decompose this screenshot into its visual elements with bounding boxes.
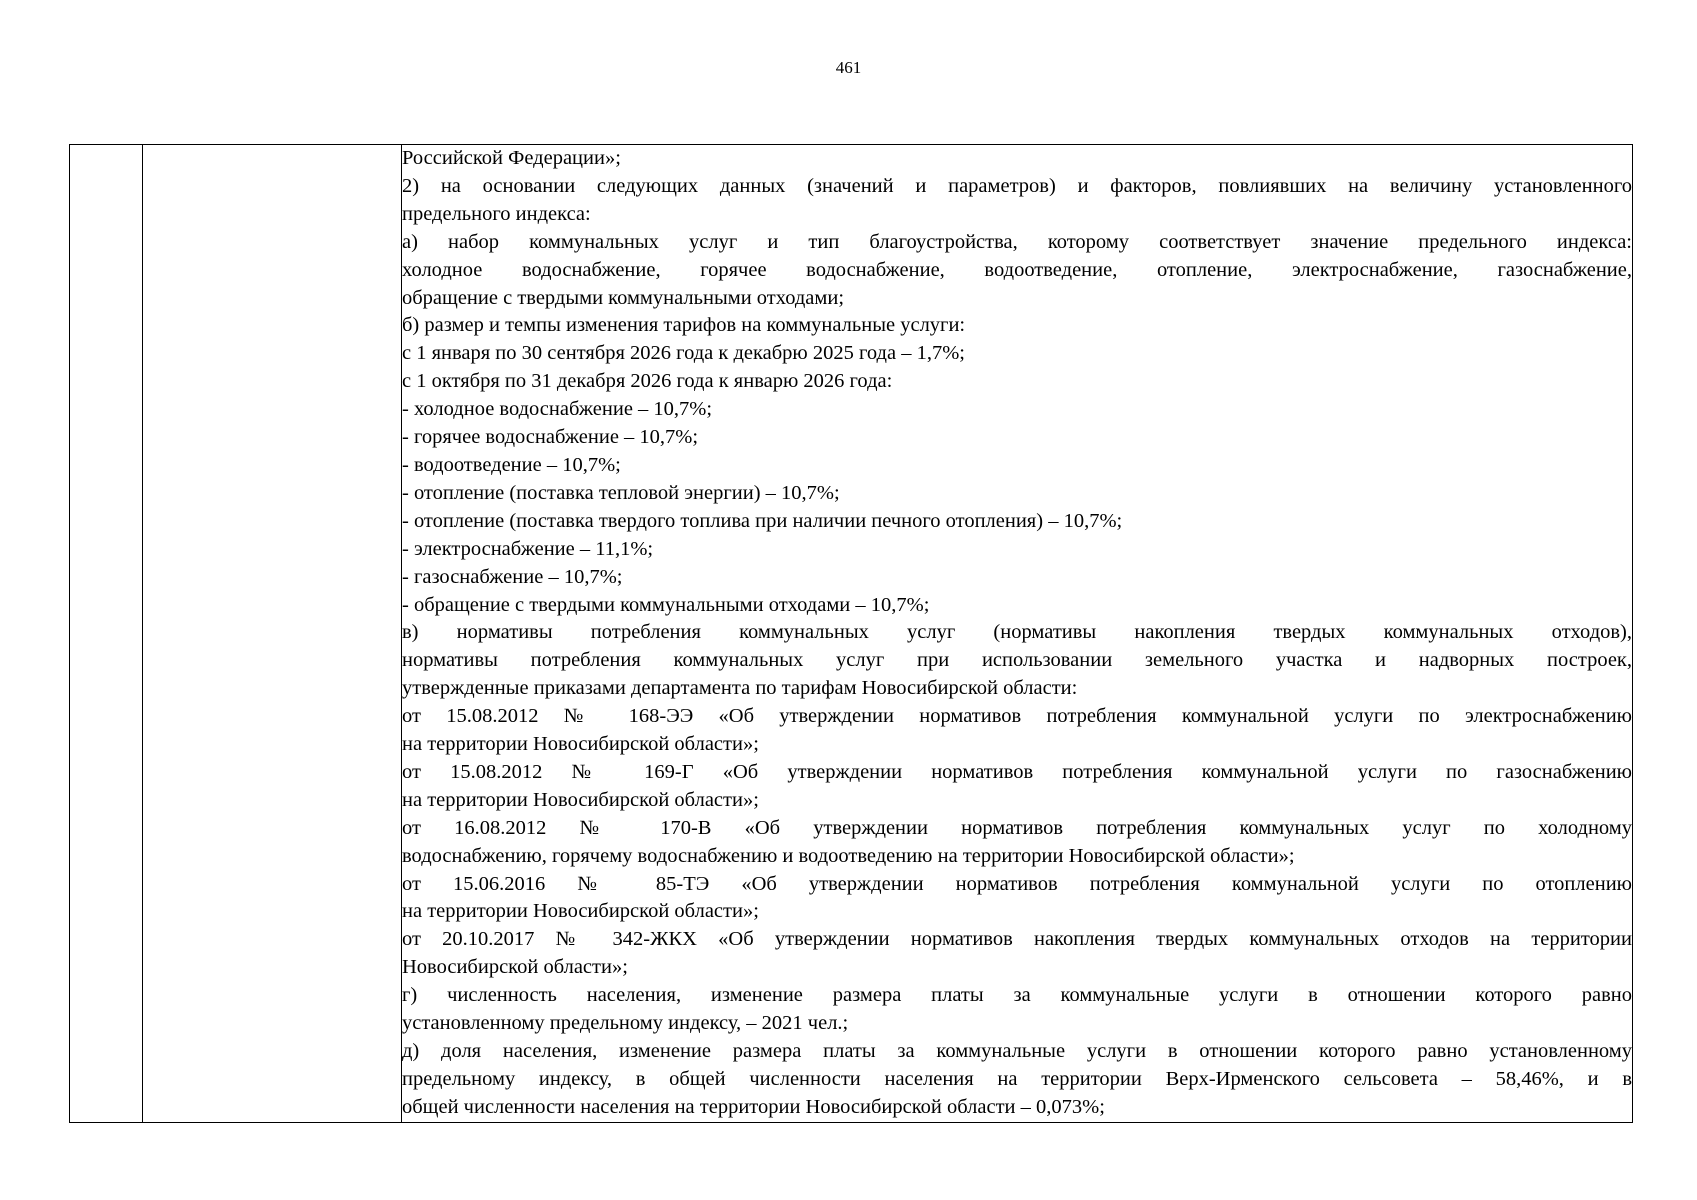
text-line: от 15.08.2012 № 168-ЭЭ «Об утверждении нормативов потребления коммунальной услуги по электроснабжению	[402, 705, 1632, 728]
text-line: холодное водоснабжение, горячее водоснабжение, водоотведение, отопление, электроснабжение, газоснабжение,	[402, 258, 1632, 281]
content-text	[402, 145, 1632, 1122]
table-cell-empty-second	[143, 145, 402, 1123]
text-line: на территории Новосибирской области»;	[402, 900, 759, 923]
text-line: д) доля населения, изменение размера платы за коммунальные услуги в отношении которого равно установленному	[402, 1040, 1632, 1062]
text-line: Российской Федерации»;	[402, 147, 621, 169]
document-table	[69, 144, 1633, 1123]
text-line: от 16.08.2012 № 170-В «Об утверждении нормативов потребления коммунальных услуг по холодному	[402, 816, 1632, 839]
text-line: предельного индекса:	[402, 202, 591, 225]
text-line: утвержденные приказами департамента по тарифам Новосибирской области:	[402, 677, 1078, 700]
text-line: б) размер и темпы изменения тарифов на коммунальные услуги:	[402, 314, 966, 337]
text-line: - газоснабжение – 10,7%;	[402, 565, 623, 588]
text-line: от 15.08.2012 № 169-Г «Об утверждении нормативов потребления коммунальной услуги по газоснабжению	[402, 760, 1632, 783]
text-line: предельному индексу, в общей численности населения на территории Верх-Ирменского сельсовета – 58,46%, и в	[402, 1067, 1632, 1090]
text-line: 2) на основании следующих данных (значений и параметров) и факторов, повлиявших на величину установленного	[402, 174, 1632, 197]
text-line: обращение с твердыми коммунальными отходами;	[402, 286, 845, 309]
table-cell-content	[402, 145, 1633, 1123]
text-line: водоснабжению, горячему водоснабжению и водоотведению на территории Новосибирской области»;	[402, 844, 1295, 867]
text-line: с 1 октября по 31 декабря 2026 года к январю 2026 года:	[402, 370, 893, 393]
table-row	[70, 145, 1633, 1123]
text-line: от 20.10.2017 № 342-ЖКХ «Об утверждении нормативов накопления твердых коммунальных отходов на территории	[402, 928, 1632, 951]
text-line: г) численность населения, изменение размера платы за коммунальные услуги в отношении которого равно	[402, 984, 1632, 1007]
text-line: - водоотведение – 10,7%;	[402, 453, 621, 476]
table-cell-empty-first	[70, 145, 143, 1123]
text-line: общей численности населения на территории Новосибирской области – 0,073%;	[402, 1095, 1105, 1118]
text-line: - горячее водоснабжение – 10,7%;	[402, 426, 699, 449]
text-line: с 1 января по 30 сентября 2026 года к декабрю 2025 года – 1,7%;	[402, 342, 965, 365]
page-number: 461	[835, 58, 862, 77]
text-line: - отопление (поставка тепловой энергии) – 10,7%;	[402, 481, 840, 504]
text-line: - отопление (поставка твердого топлива при наличии печного отопления) – 10,7%;	[402, 509, 1123, 532]
text-line: - электроснабжение – 11,1%;	[402, 537, 654, 560]
text-line: - холодное водоснабжение – 10,7%;	[402, 398, 713, 421]
text-line: на территории Новосибирской области»;	[402, 788, 759, 811]
text-line: нормативы потребления коммунальных услуг при использовании земельного участка и надворных построек,	[402, 649, 1632, 672]
text-line: а) набор коммунальных услуг и тип благоустройства, которому соответствует значение предельного индекса:	[402, 230, 1632, 253]
text-line: Новосибирской области»;	[402, 956, 628, 979]
text-line: установленному предельному индексу, – 2021 чел.;	[402, 1012, 849, 1035]
text-line: - обращение с твердыми коммунальными отходами – 10,7%;	[402, 593, 930, 616]
text-line: на территории Новосибирской области»;	[402, 733, 759, 756]
text-line: от 15.06.2016 № 85-ТЭ «Об утверждении нормативов потребления коммунальной услуги по отоплению	[402, 872, 1632, 895]
text-line: в) нормативы потребления коммунальных услуг (нормативы накопления твердых коммунальных отходов),	[402, 621, 1632, 644]
